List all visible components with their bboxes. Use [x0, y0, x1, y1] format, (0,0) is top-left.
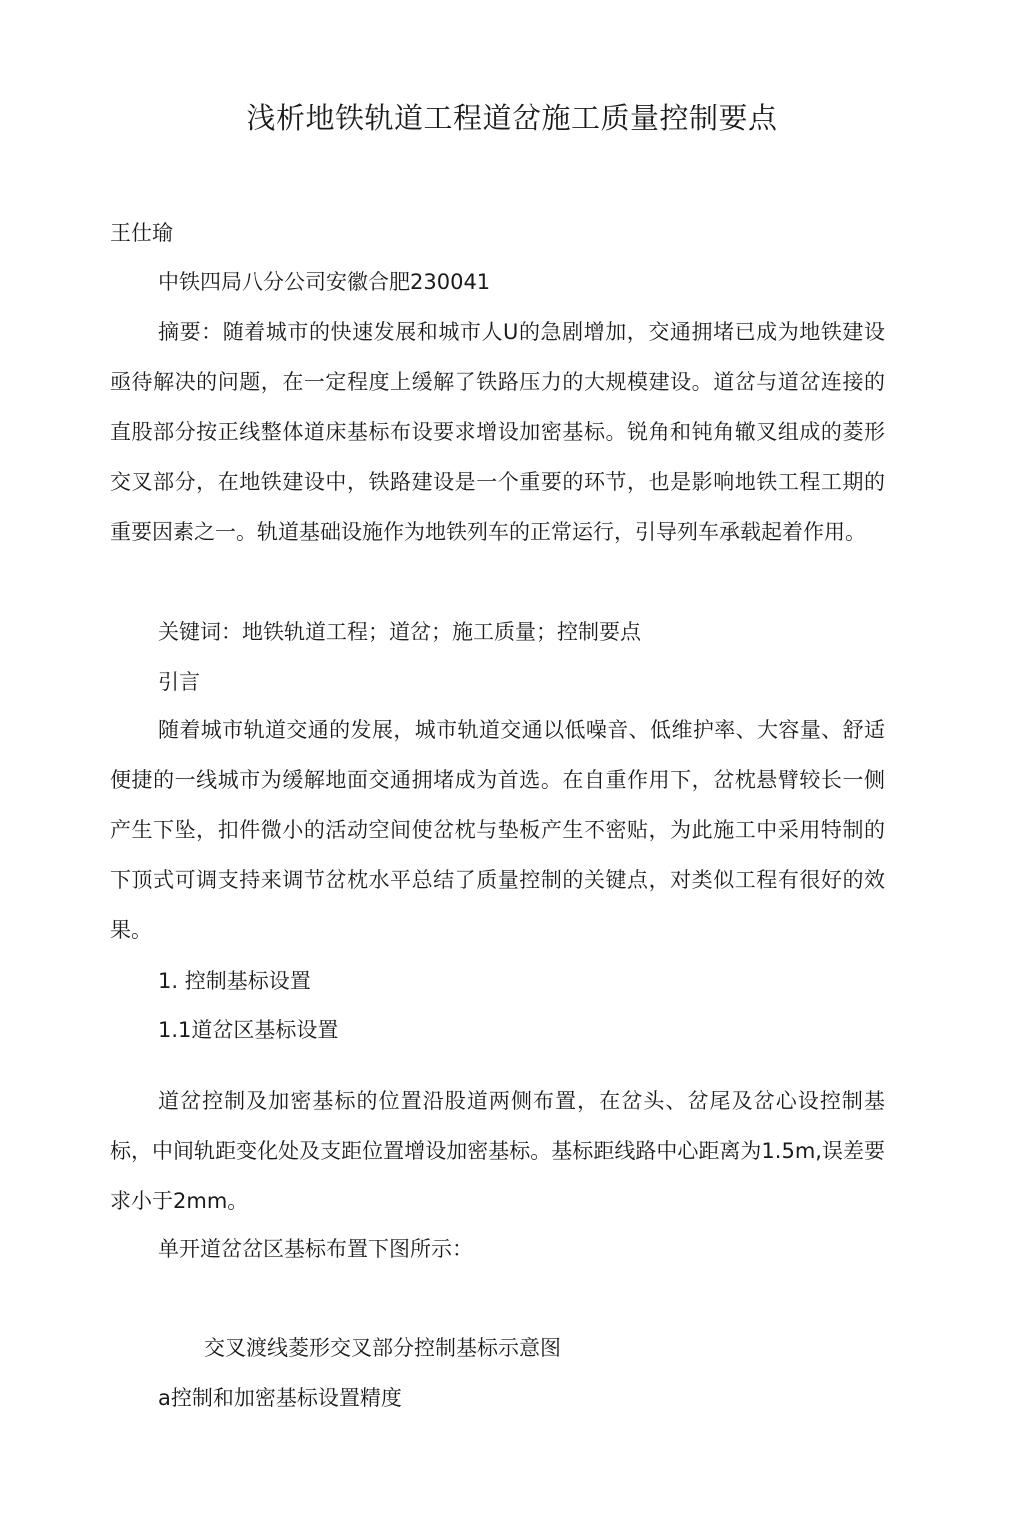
- section-heading-1-1: 1.1道岔区基标设置: [158, 1018, 339, 1042]
- intro-paragraph: 随着城市轨道交通的发展，城市轨道交通以低噪音、低维护率、大容量、舒适便捷的一线城市为缓解地面交通拥堵成为首选。在自重作用下，岔枕悬臂较长一侧产生下坠，扣件微小的活动空间使岔枕与垫板产生不密贴，为此施工中采用特制的下顶式可调支持来调节岔枕水平总结了质量控制的关键点，对类似工程有很好的效果。: [110, 718, 885, 942]
- author-name: 王仕瑜: [110, 221, 173, 245]
- figure-caption: 交叉渡线菱形交叉部分控制基标示意图: [204, 1336, 561, 1360]
- author-affiliation: 中铁四局八分公司安徽合肥230041: [158, 270, 491, 294]
- abstract-paragraph: 摘要：随着城市的快速发展和城市人U的急剧增加，交通拥堵已成为地铁建设亟待解决的问题，在一定程度上缓解了铁路压力的大规模建设。道岔与道岔连接的直股部分按正线整体道床基标布设要求增设加密基标。锐角和钝角辙叉组成的菱形交叉部分，在地铁建设中，铁路建设是一个重要的环节，也是影响地铁工程工期的重要因素之一。轨道基础设施作为地铁列车的正常运行，引导列车承载起着作用。: [110, 320, 885, 544]
- keywords-line: 关键词：地铁轨道工程；道岔；施工质量；控制要点: [158, 620, 641, 644]
- benchmark-paragraph: 道岔控制及加密基标的位置沿股道两侧布置，在岔头、岔尾及岔心设控制基标，中间轨距变化处及支距位置增设加密基标。基标距线路中心距离为1.5m,误差要求小于2mm。: [110, 1089, 885, 1213]
- figure-intro-line: 单开道岔岔区基标布置下图所示：: [158, 1237, 473, 1261]
- subsection-heading-a: a控制和加密基标设置精度: [158, 1386, 402, 1410]
- document-title: 浅析地铁轨道工程道岔施工质量控制要点: [246, 101, 778, 135]
- section-heading-1: 1. 控制基标设置: [158, 969, 311, 993]
- intro-heading: 引言: [158, 670, 200, 694]
